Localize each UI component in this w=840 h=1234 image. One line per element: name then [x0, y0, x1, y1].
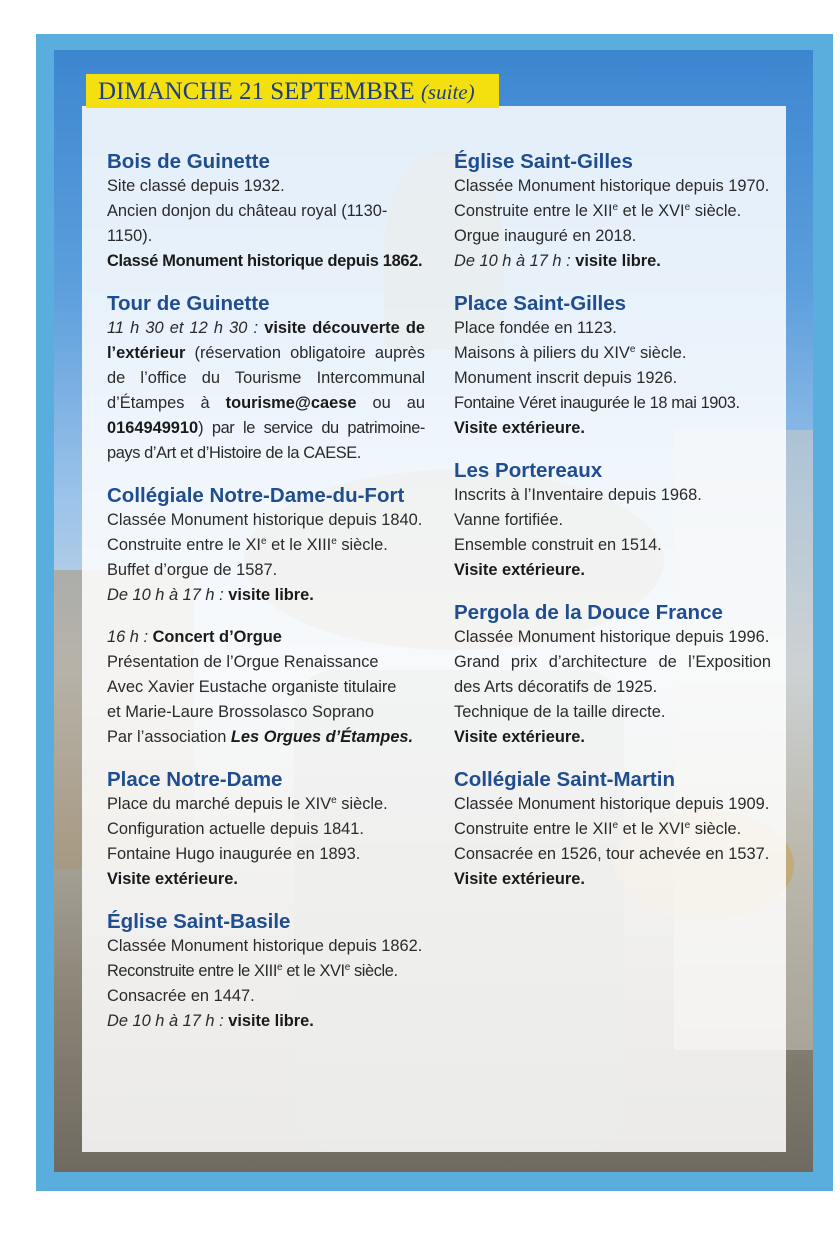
- text-fragment: (réservation obligatoire auprès de l’office du Tourisme Intercommunal d’Étampes à: [107, 344, 425, 412]
- visit-label: visite découverte de l’extérieur: [107, 319, 425, 362]
- hours-line: [107, 1009, 425, 1034]
- text-fragment: ou au: [372, 394, 425, 412]
- text-line: Classée Monument historique depuis 1909.: [454, 795, 770, 813]
- superscript: e: [331, 795, 337, 806]
- banner-date: DIMANCHE 21 SEPTEMBRE: [98, 78, 415, 105]
- concert-time: 16 h :: [107, 628, 149, 646]
- text-line: [107, 792, 425, 817]
- superscript: e: [684, 202, 691, 213]
- text-paragraph: [107, 316, 425, 466]
- section-eglise-saint-gilles: [454, 148, 771, 274]
- section-collegiale-notre-dame: [107, 482, 425, 750]
- text-line-bold: Visite extérieure.: [454, 561, 585, 579]
- text-line: [107, 725, 425, 750]
- text-line: et Marie-Laure Brossolasco Soprano: [107, 703, 374, 721]
- section-title: Bois de Guinette: [107, 150, 270, 173]
- hours-time: De 10 h à 17 h :: [454, 252, 571, 270]
- section-title: Place Saint-Gilles: [454, 292, 627, 315]
- text-line: [454, 341, 771, 366]
- superscript: e: [277, 962, 283, 973]
- text-fragment: Construite entre le XI: [107, 536, 261, 554]
- text-fragment: Reconstruite entre le XIII: [107, 962, 277, 980]
- text-line: Fontaine Hugo inaugurée en 1893.: [107, 845, 361, 863]
- concert-title: Concert d’Orgue: [152, 628, 282, 646]
- text-line: Monument inscrit depuis 1926.: [454, 369, 678, 387]
- text-line: Fontaine Véret inaugurée le 18 mai 1903.: [454, 394, 740, 412]
- date-banner-title: [98, 78, 475, 106]
- time-label: 11 h 30 et 12 h 30 :: [107, 319, 259, 337]
- text-line: Avec Xavier Eustache organiste titulaire: [107, 678, 397, 696]
- text-line: Grand prix d’architecture de l’Exposition des Arts décoratifs de 1925.: [454, 653, 771, 696]
- text-line: Place fondée en 1123.: [454, 319, 617, 337]
- text-fragment: siècle.: [349, 962, 398, 980]
- text-line: Orgue inauguré en 2018.: [454, 227, 637, 245]
- section-title: Collégiale Notre-Dame-du-Fort: [107, 484, 405, 507]
- text-line-bold: Classé Monument historique depuis 1862.: [107, 252, 423, 270]
- text-line: Configuration actuelle depuis 1841.: [107, 820, 364, 838]
- text-line: Site classé depuis 1932.: [107, 177, 285, 195]
- section-title: Tour de Guinette: [107, 292, 270, 315]
- banner-suite: (suite): [420, 80, 475, 104]
- section-les-portereaux: [454, 457, 771, 583]
- text-line: Buffet d’orgue de 1587.: [107, 561, 278, 579]
- text-fragment: et le XVI: [282, 962, 345, 980]
- text-line: Classée Monument historique depuis 1840.: [107, 511, 423, 529]
- section-title: Les Portereaux: [454, 459, 603, 482]
- text-fragment: Maisons à piliers du XIV: [454, 344, 630, 362]
- right-column: [454, 148, 771, 908]
- phone-text: 0164949910: [107, 419, 199, 437]
- text-fragment: siècle.: [690, 202, 742, 220]
- text-line: Consacrée en 1526, tour achevée en 1537.: [454, 845, 770, 863]
- text-fragment: siècle.: [635, 344, 687, 362]
- association-name: Les Orgues d’Étampes.: [230, 728, 414, 746]
- text-line: Classée Monument historique depuis 1862.: [107, 937, 423, 955]
- text-fragment: ) par le service du patrimoine-pays d’Art et d’Histoire de la CAESE.: [107, 419, 425, 462]
- text-line: [107, 533, 425, 558]
- text-line: Ensemble construit en 1514.: [454, 536, 662, 554]
- section-collegiale-saint-martin: [454, 766, 771, 892]
- superscript: e: [260, 536, 267, 547]
- section-place-saint-gilles: [454, 290, 771, 441]
- text-line-bold: Visite extérieure.: [454, 419, 585, 437]
- hours-line: [107, 583, 425, 608]
- text-line-bold: Visite extérieure.: [454, 870, 585, 888]
- email-text: tourisme@caese: [225, 394, 357, 412]
- superscript: e: [629, 344, 636, 355]
- section-title: Pergola de la Douce France: [454, 601, 723, 624]
- text-line: Inscrits à l’Inventaire depuis 1968.: [454, 486, 702, 504]
- superscript: e: [344, 962, 350, 973]
- text-line: Vanne fortifiée.: [454, 511, 564, 529]
- text-fragment: Construite entre le XII: [454, 820, 613, 838]
- text-fragment: Place du marché depuis le XIV: [107, 795, 332, 813]
- superscript: e: [612, 202, 619, 213]
- text-line: Technique de la taille directe.: [454, 703, 666, 721]
- section-tour-de-guinette: [107, 290, 425, 466]
- text-line: Ancien donjon du château royal (1130-1150).: [107, 202, 388, 245]
- superscript: e: [331, 536, 337, 547]
- text-line-bold: Visite extérieure.: [107, 870, 238, 888]
- text-fragment: siècle.: [336, 795, 388, 813]
- text-line-bold: Visite extérieure.: [454, 728, 585, 746]
- text-fragment: et le XVI: [618, 820, 685, 838]
- superscript: e: [612, 820, 619, 831]
- hours-time: De 10 h à 17 h :: [107, 1012, 224, 1030]
- section-title: Collégiale Saint-Martin: [454, 768, 675, 791]
- text-fragment: Par l’association: [107, 728, 227, 746]
- section-eglise-saint-basile: [107, 908, 425, 1034]
- section-bois-de-guinette: [107, 148, 425, 274]
- text-line: Présentation de l’Orgue Renaissance: [107, 653, 379, 671]
- text-line: [107, 959, 425, 984]
- section-title: Place Notre-Dame: [107, 768, 283, 791]
- text-fragment: et le XVI: [618, 202, 685, 220]
- hours-line: [454, 249, 771, 274]
- hours-label: visite libre.: [228, 1012, 314, 1030]
- text-line: [454, 199, 771, 224]
- text-line: Consacrée en 1447.: [107, 987, 255, 1005]
- text-fragment: et le XIII: [266, 536, 332, 554]
- text-fragment: Construite entre le XII: [454, 202, 613, 220]
- hours-label: visite libre.: [228, 586, 314, 604]
- hours-label: visite libre.: [575, 252, 661, 270]
- section-title: Église Saint-Gilles: [454, 150, 633, 173]
- section-place-notre-dame: [107, 766, 425, 892]
- text-line: [454, 817, 771, 842]
- left-column: [107, 148, 425, 1050]
- section-title: Église Saint-Basile: [107, 910, 291, 933]
- concert-line: [107, 625, 425, 650]
- text-fragment: siècle.: [336, 536, 388, 554]
- section-pergola-douce-france: [454, 599, 771, 750]
- text-line: Classée Monument historique depuis 1970.: [454, 177, 770, 195]
- text-fragment: siècle.: [690, 820, 742, 838]
- superscript: e: [684, 820, 691, 831]
- hours-time: De 10 h à 17 h :: [107, 586, 224, 604]
- text-line: Classée Monument historique depuis 1996.: [454, 628, 770, 646]
